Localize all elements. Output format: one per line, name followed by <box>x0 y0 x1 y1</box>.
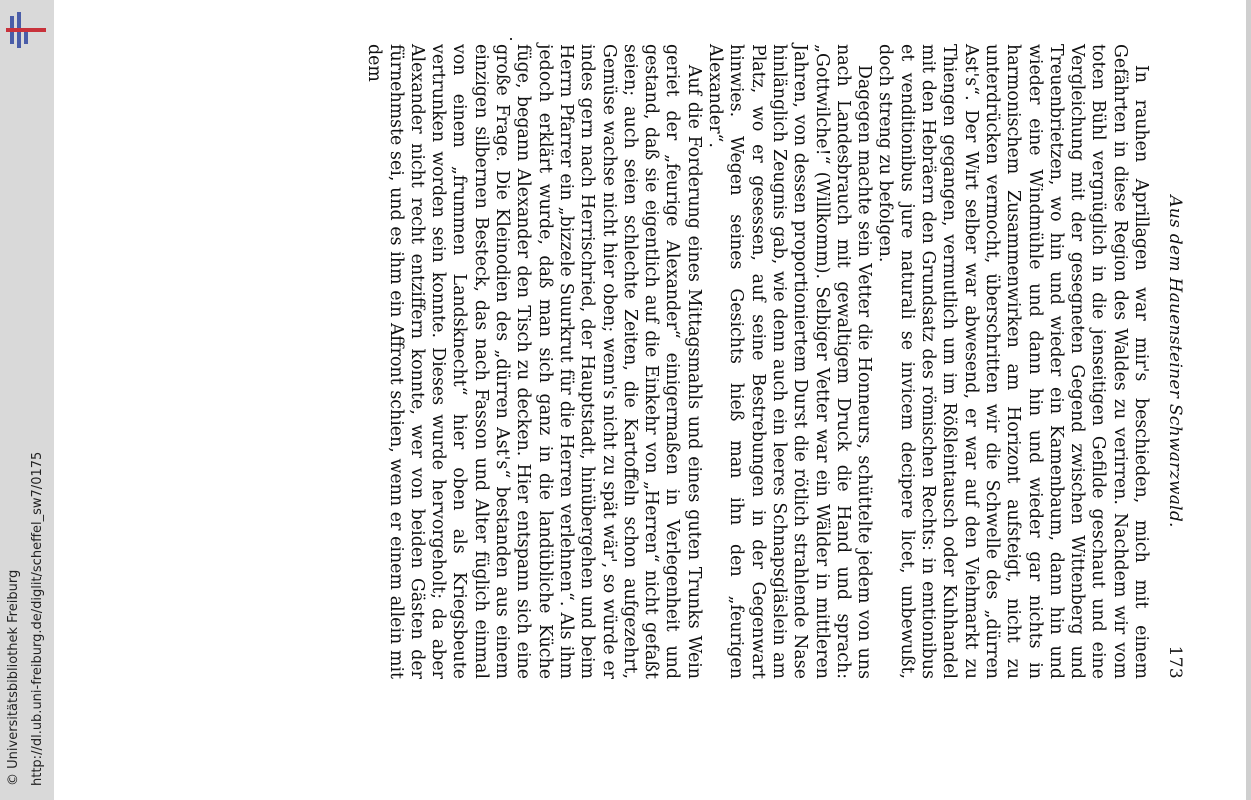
running-head <box>1151 44 1185 679</box>
scan-speck <box>510 38 512 40</box>
library-logo-icon <box>4 10 48 50</box>
page-number: 173 <box>1165 645 1185 679</box>
paragraph: Auf die Forderung eines Mittagsmahls und eines guten Trunks Wein geriet der „feurige Alexander“ einigermaßen in Verlegenheit und gestand, daß sie eigentlich auf die Einkehr von „Herren“ nicht gefaßt seien; auch seien schlechte Zeiten, die Kartoffeln schon aufgezehrt, Gemüse wachse nicht hier oben; wenn's nicht zu spät wär', so würde er indes gern nach Herrischried, der Hauptstadt, hinübergehen und beim Herrn Pfarrer ein „bizzele Suurkrut für die Herren verlehnen“. Als ihm jedoch erklärt wurde, daß man sich ganz in die landübliche Küche füge, begann Alexander den Tisch zu decken. Hier entspann sich eine große Frage. Die Kleinodien des „dürren Ast's“ bestanden aus einem einzigen silbernen Besteck, das nach Fasson und Alter füglich einmal von einem „frummen Landsknecht“ hier oben als Kriegsbeute vertrunken worden sein konnte. Dieses wurde hervorgeholt; da aber Alexander nicht recht entziffern konnte, wer von beiden Gästen der fürnehmste sei, und es ihm ein Affront schien, wenn er einem allein mit dem <box>364 44 704 679</box>
copyright-notice: © Universitätsbibliothek Freiburg <box>6 569 21 786</box>
paragraph: In rauhen Aprillagen war mir's beschieden, mich mit einem Gefährten in diese Region des Waldes zu verirren. Nachdem wir vom toten Bühl vergnüglich in die jenseitigen Gefilde geschaut und eine Vergleichung mit der gesegneten Gegend zwischen Wittenberg und Treuenbrietzen, wo hin und wieder ein Kamenbaum, dann hin und wieder eine Windmühle und dann hin und wieder gar nichts in harmonischem Zusammenwirken am Horizont aufsteigt, nicht zu unterdrücken vermocht, überschritten wir die Schwelle des „dürren Ast's“. Der Wirt selber war abwesend, er war auf den Viehmarkt zu Thiengen gegangen, vermutlich um im Rößleintausch oder Kuhhandel mit den Hebräern den Grundsatz des römischen Rechts: in emtionibus et venditionibus jure naturali se invicem decipere licet, unbewußt, doch streng zu befolgen. <box>875 44 1151 679</box>
paragraph: Dagegen machte sein Vetter die Honneurs, schüttelte jedem von uns nach Landesbrauch mit gewaltigem Druck die Hand und sprach: „Gottwilche!“ (Willkomm). Selbiger Vetter war ein Wälder in mittleren Jahren, von dessen proportioniertem Durst die rötlich strahlende Nase hinlänglich Zeugnis gab, wie denn auch ein leeres Schnapsgläslein am Platz, wo er gesessen, auf seine Bestrebungen in der Gegenwart hinwies. Wegen seines Gesichts hieß man ihn den „feurigen Alexander“. <box>705 44 875 679</box>
page-body <box>363 44 1151 679</box>
scanned-page <box>195 44 1185 679</box>
running-title: Aus dem Hauensteiner Schwarzwald. <box>1165 195 1185 528</box>
scrollbar[interactable] <box>1246 0 1251 800</box>
permalink-url[interactable]: http://dl.ub.uni-freiburg.de/diglit/scheffel_sw7/0175 <box>30 451 45 786</box>
viewer-sidebar <box>0 0 54 800</box>
